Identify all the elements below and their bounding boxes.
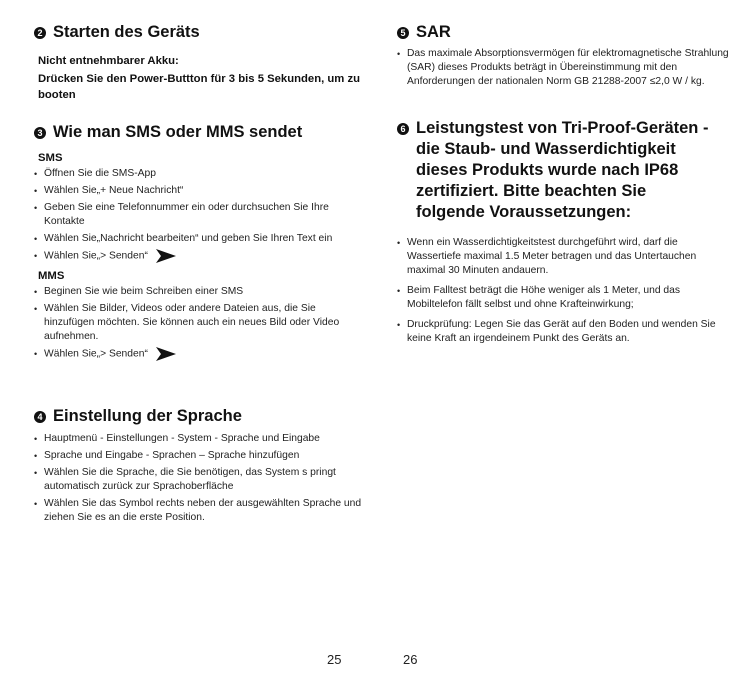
mms-heading: MMS xyxy=(38,269,65,282)
section-title: 6 Leistungstest von Tri-Proof-Geräten - die Staub- und Wasserdichtigkeit dieses Produkts wurde nach IP68 zertifiziert. Bitte beachten Sie folgende Voraussetzungen: xyxy=(397,118,732,223)
language-steps xyxy=(34,432,364,525)
section-title: 3 Wie man SMS oder MMS sendet xyxy=(34,122,364,143)
section-title: 2 Starten des Geräts xyxy=(34,22,364,43)
list-item: • Beginen Sie wie beim Schreiben einer SMS xyxy=(34,285,364,299)
list-item: • Geben Sie eine Telefonnummer ein oder durchsuchen Sie Ihre Kontakte xyxy=(34,201,364,229)
list-item: • Wählen Sie die Sprache, die Sie benötigen, das System s pringt automatisch zurück zur Sprachoberfläche xyxy=(34,466,364,494)
send-arrow-icon xyxy=(156,249,176,263)
list-item: • Das maximale Absorptionsvermögen für elektromagnetische Strahlung (SAR) dieses Produkts beträgt in Übereinstimmung mit den Anforderungen der nationalen Norm GB 21288-2007 ≤2,0 W / kg. xyxy=(397,47,732,89)
list-item: • Wenn ein Wasserdichtigkeitstest durchgeführt wird, darf die Wassertiefe maximal 1.5 Meter betragen und das Untertauchen maximal 30 Minuten andauern. xyxy=(397,236,732,278)
list-item: • Wählen Sie Bilder, Videos oder andere Dateien aus, die Sie hinzufügen möchten. Sie können auch ein neues Bild oder Video aufnehmen. xyxy=(34,302,364,344)
section-number-badge: 4 xyxy=(34,411,46,423)
list-item: • Wählen Sie„+ Neue Nachricht“ xyxy=(34,184,364,198)
list-item: • Hauptmenü - Einstellungen - System - Sprache und Eingabe xyxy=(34,432,364,446)
mms-steps xyxy=(34,285,364,362)
battery-note: Nicht entnehmbarer Akku: xyxy=(38,55,179,67)
sms-heading: SMS xyxy=(38,152,63,164)
list-item: • Wählen Sie„Nachricht bearbeiten“ und geben Sie Ihren Text ein xyxy=(34,232,364,246)
section-sms-mms xyxy=(34,122,364,361)
section-number-badge: 5 xyxy=(397,27,409,39)
list-item: • Beim Falltest beträgt die Höhe weniger als 1 Meter, und das Mobiltelefon fällt selbst und ohne Krafteinwirkung; xyxy=(397,284,732,312)
section-sprache xyxy=(34,406,364,525)
send-arrow-icon xyxy=(156,347,176,361)
sms-steps xyxy=(34,167,364,264)
section-number-badge: 2 xyxy=(34,27,46,39)
page-number-left: 25 xyxy=(327,652,342,667)
page-number-right: 26 xyxy=(403,652,418,667)
section-tri-proof xyxy=(397,118,732,346)
sar-text xyxy=(397,47,732,89)
section-title: 4 Einstellung der Sprache xyxy=(34,406,364,427)
boot-instruction: Drücken Sie den Power-Buttton für 3 bis 5 Sekunden, um zu booten xyxy=(38,73,361,101)
list-item: • Wählen Sie„> Senden“ xyxy=(34,249,364,264)
section-sar xyxy=(397,22,732,89)
section-number-badge: 6 xyxy=(397,123,409,135)
section-number-badge: 3 xyxy=(34,127,46,139)
section-starten xyxy=(34,22,364,103)
list-item: • Wählen Sie das Symbol rechts neben der ausgewählten Sprache und ziehen Sie es an die erste Position. xyxy=(34,497,364,525)
tri-proof-conditions xyxy=(397,236,732,346)
section-title: 5 SAR xyxy=(397,22,732,43)
list-item: • Öffnen Sie die SMS-App xyxy=(34,167,364,181)
list-item: • Druckprüfung: Legen Sie das Gerät auf den Boden und wenden Sie keine Kraft an irgendeinem Punkt des Geräts an. xyxy=(397,318,732,346)
list-item: • Sprache und Eingabe - Sprachen – Sprache hinzufügen xyxy=(34,449,364,463)
list-item: • Wählen Sie„> Senden“ xyxy=(34,347,364,362)
